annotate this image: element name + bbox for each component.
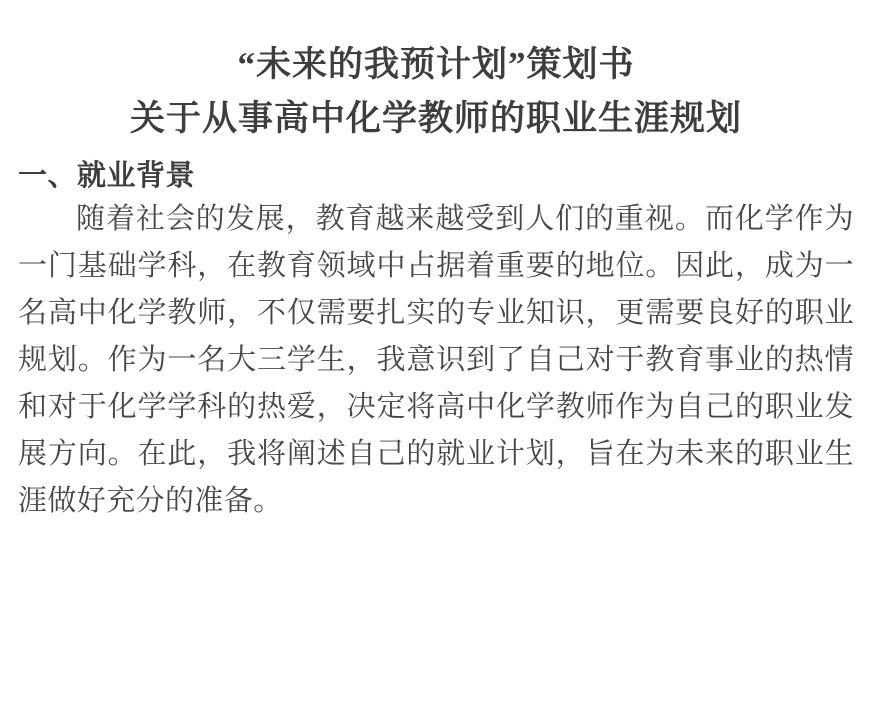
- section-paragraph-employment-background: 随着社会的发展，教育越来越受到人们的重视。而化学作为一门基础学科，在教育领域中占据着重要的地位。因此，成为一名高中化学教师，不仅需要扎实的专业知识，更需要良好的职业规划。作为一名大三学生，我意识到了自己对于教育事业的热情和对于化学学科的热爱，决定将高中化学教师作为自己的职业发展方向。在此，我将阐述自己的就业计划，旨在为未来的职业生涯做好充分的准备。: [18, 203, 854, 518]
- document-subtitle: 关于从事高中化学教师的职业生涯规划: [129, 98, 742, 138]
- section-heading-employment-background: 一、就业背景: [18, 160, 196, 193]
- document-title: “未来的我预计划”策划书: [237, 45, 635, 84]
